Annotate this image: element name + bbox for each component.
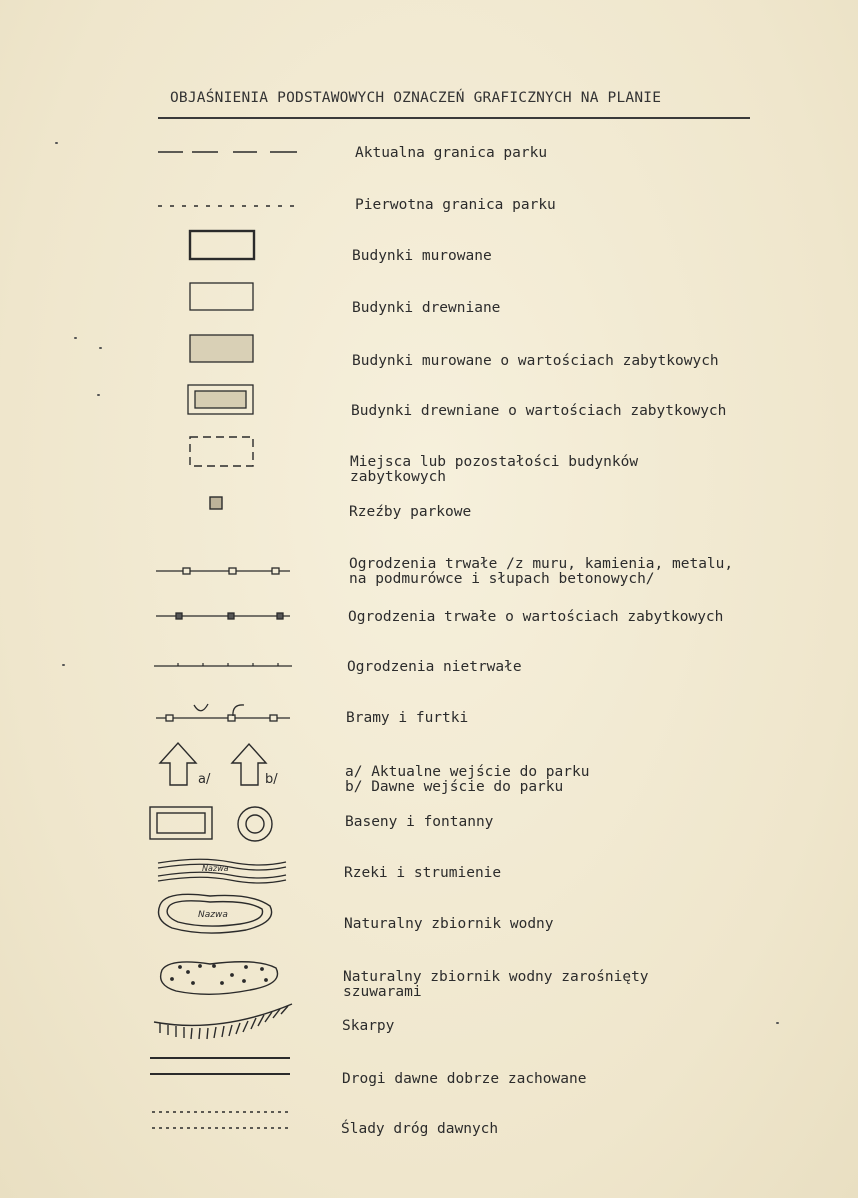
legend-label-brick-buildings: Budynki murowane: [352, 248, 492, 264]
legend-label-old-roads: Drogi dawne dobrze zachowane: [342, 1071, 587, 1087]
legend-label-entrances: a/ Aktualne wejście do parku b/ Dawne wejście do parku: [345, 764, 590, 795]
legend-label-wooden-buildings: Budynki drewniane: [352, 300, 501, 316]
ticked-line-icon: [154, 663, 292, 666]
legend-label-gates: Bramy i furtki: [346, 710, 469, 726]
dashed-rectangle-icon: [190, 437, 253, 466]
small-square-icon: [210, 497, 222, 509]
legend-label-pools-fountains: Baseny i fontanny: [345, 814, 494, 830]
legend-label-permanent-fences: Ogrodzenia trwałe /z muru, kamienia, metalu, na podmurówce i słupach betonowych/: [349, 556, 734, 587]
gate-icon: [156, 704, 290, 721]
legend-label-historic-brick-buildings: Budynki murowane o wartościach zabytkowych: [352, 353, 719, 369]
dotted-double-line-road-icon: [152, 1112, 290, 1128]
legend-label-natural-water: Naturalny zbiornik wodny: [344, 916, 554, 932]
pool-fountain-icon: [150, 807, 272, 841]
legend-label-historic-wooden-buildings: Budynki drewniane o wartościach zabytkowych: [351, 403, 727, 419]
fence-filled-posts-icon: [156, 613, 290, 619]
legend-label-rivers: Rzeki i strumienie: [344, 865, 502, 881]
legend-label-temporary-fences: Ogrodzenia nietrwałe: [347, 659, 522, 675]
shaded-rectangle-icon: [190, 335, 253, 362]
entrance-arrows-icon: [160, 743, 266, 785]
river-name-label: Nazwa: [202, 864, 229, 873]
legend-label-road-traces: Ślady dróg dawnych: [341, 1121, 499, 1137]
reed-marks: [171, 965, 267, 984]
legend-label-reed-water: Naturalny zbiornik wodny zarośnięty szuwarami: [343, 969, 649, 1000]
legend-label-park-sculptures: Rzeźby parkowe: [349, 504, 472, 520]
fence-posts-icon: [156, 568, 290, 574]
legend-label-current-boundary: Aktualna granica parku: [355, 145, 548, 161]
entrance-a-label: a/: [198, 772, 211, 787]
legend-label-escarpments: Skarpy: [342, 1018, 395, 1034]
escarpment-icon: [154, 1004, 292, 1039]
page-title: OBJAŚNIENIA PODSTAWOWYCH OZNACZEŃ GRAFICZNYCH NA PLANIE: [170, 90, 662, 106]
entrance-b-label: b/: [265, 772, 278, 787]
thick-rectangle-icon: [190, 231, 254, 259]
double-rectangle-icon: [188, 385, 253, 414]
legend-label-building-remains: Miejsca lub pozostałości budynków zabytkowych: [350, 454, 639, 485]
double-line-road-icon: [150, 1058, 290, 1074]
legend-label-original-boundary: Pierwotna granica parku: [355, 197, 556, 213]
legend-label-historic-fences: Ogrodzenia trwałe o wartościach zabytkowych: [348, 609, 724, 625]
lake-name-label: Nazwa: [198, 910, 228, 920]
thin-rectangle-icon: [190, 283, 253, 310]
